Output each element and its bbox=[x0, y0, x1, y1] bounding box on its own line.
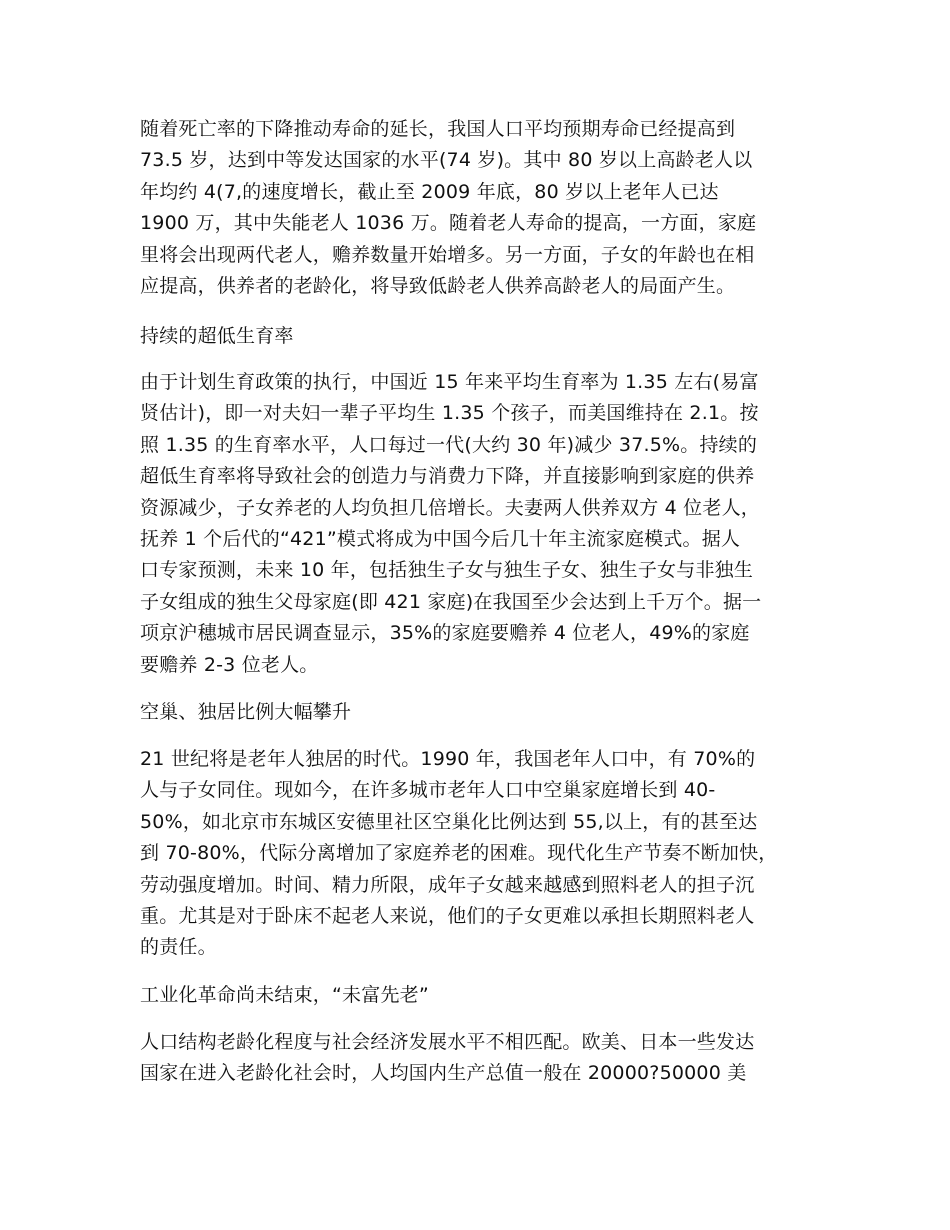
text-line: 1900 万，其中失能老人 1036 万。随着老人寿命的提高，一方面，家庭 bbox=[140, 212, 757, 235]
text-line: 国家在进入老龄化社会时，人均国内生产总值一般在 20000?50000 美 bbox=[140, 1062, 747, 1085]
text-line: 重。尤其是对于卧床不起老人来说，他们的子女更难以承担长期照料老人 bbox=[140, 904, 755, 927]
text-line: 资源减少，子女养老的人均负担几倍增长。夫妻两人供养双方 4 位老人， bbox=[140, 496, 760, 519]
paragraph-industrialization bbox=[140, 1027, 840, 1090]
paragraph-empty-nest bbox=[140, 744, 840, 964]
text-line: 应提高，供养者的老龄化，将导致低龄老人供养高龄老人的局面产生。 bbox=[140, 274, 736, 297]
section-heading-industrialization: 工业化革命尚未结束，“未富先老” bbox=[140, 984, 429, 1006]
text-line: 人口结构老龄化程度与社会经济发展水平不相匹配。欧美、日本一些发达 bbox=[140, 1031, 755, 1053]
text-line: 随着死亡率的下降推动寿命的延长，我国人口平均预期寿命已经提高到 bbox=[140, 118, 736, 140]
section-heading-low-fertility: 持续的超低生育率 bbox=[140, 325, 294, 347]
text-line: 照 1.35 的生育率水平，人口每过一代(大约 30 年)减少 37.5%。持续的 bbox=[140, 433, 758, 456]
text-line: 抚养 1 个后代的“421”模式将成为中国今后几十年主流家庭模式。据人 bbox=[140, 527, 741, 550]
text-line: 的责任。 bbox=[140, 936, 217, 959]
text-line: 年均约 4(7,的速度增长，截止至 2009 年底，80 岁以上老年人已达 bbox=[140, 180, 719, 203]
section-heading-empty-nest: 空巢、独居比例大幅攀升 bbox=[140, 701, 352, 723]
text-line: 要赡养 2-3 位老人。 bbox=[140, 653, 319, 676]
paragraph-low-fertility bbox=[140, 367, 840, 681]
text-line: 由于计划生育政策的执行，中国近 15 年来平均生育率为 1.35 左右(易富 bbox=[140, 371, 759, 393]
text-line: 项京沪穗城市居民调查显示，35%的家庭要赡养 4 位老人，49%的家庭 bbox=[140, 622, 750, 645]
text-line: 贤估计)，即一对夫妇一辈子平均生 1.35 个孩子，而美国维持在 2.1。按 bbox=[140, 402, 759, 425]
text-line: 73.5 岁，达到中等发达国家的水平(74 岁)。其中 80 岁以上高龄老人以 bbox=[140, 149, 753, 172]
text-line: 50%，如北京市东城区安德里社区空巢化比例达到 55,以上，有的甚至达 bbox=[140, 810, 758, 833]
text-line: 到 70-80%，代际分离增加了家庭养老的困难。现代化生产节奏不断加快， bbox=[140, 842, 778, 865]
text-line: 21 世纪将是老年人独居的时代。1990 年，我国老年人口中，有 70%的 bbox=[140, 748, 756, 770]
text-line: 超低生育率将导致社会的创造力与消费力下降，并直接影响到家庭的供养 bbox=[140, 465, 755, 488]
text-line: 劳动强度增加。时间、精力所限，成年子女越来越感到照料老人的担子沉 bbox=[140, 873, 755, 896]
paragraph-longevity bbox=[140, 114, 840, 302]
text-line: 里将会出现两代老人，赡养数量开始增多。另一方面，子女的年龄也在相 bbox=[140, 243, 755, 266]
text-line: 口专家预测，未来 10 年，包括独生子女与独生子女、独生子女与非独生 bbox=[140, 559, 754, 582]
text-line: 人与子女同住。现如今，在许多城市老年人口中空巢家庭增长到 40- bbox=[140, 779, 716, 802]
text-line: 子女组成的独生父母家庭(即 421 家庭)在我国至少会达到上千万个。据一 bbox=[140, 590, 762, 613]
